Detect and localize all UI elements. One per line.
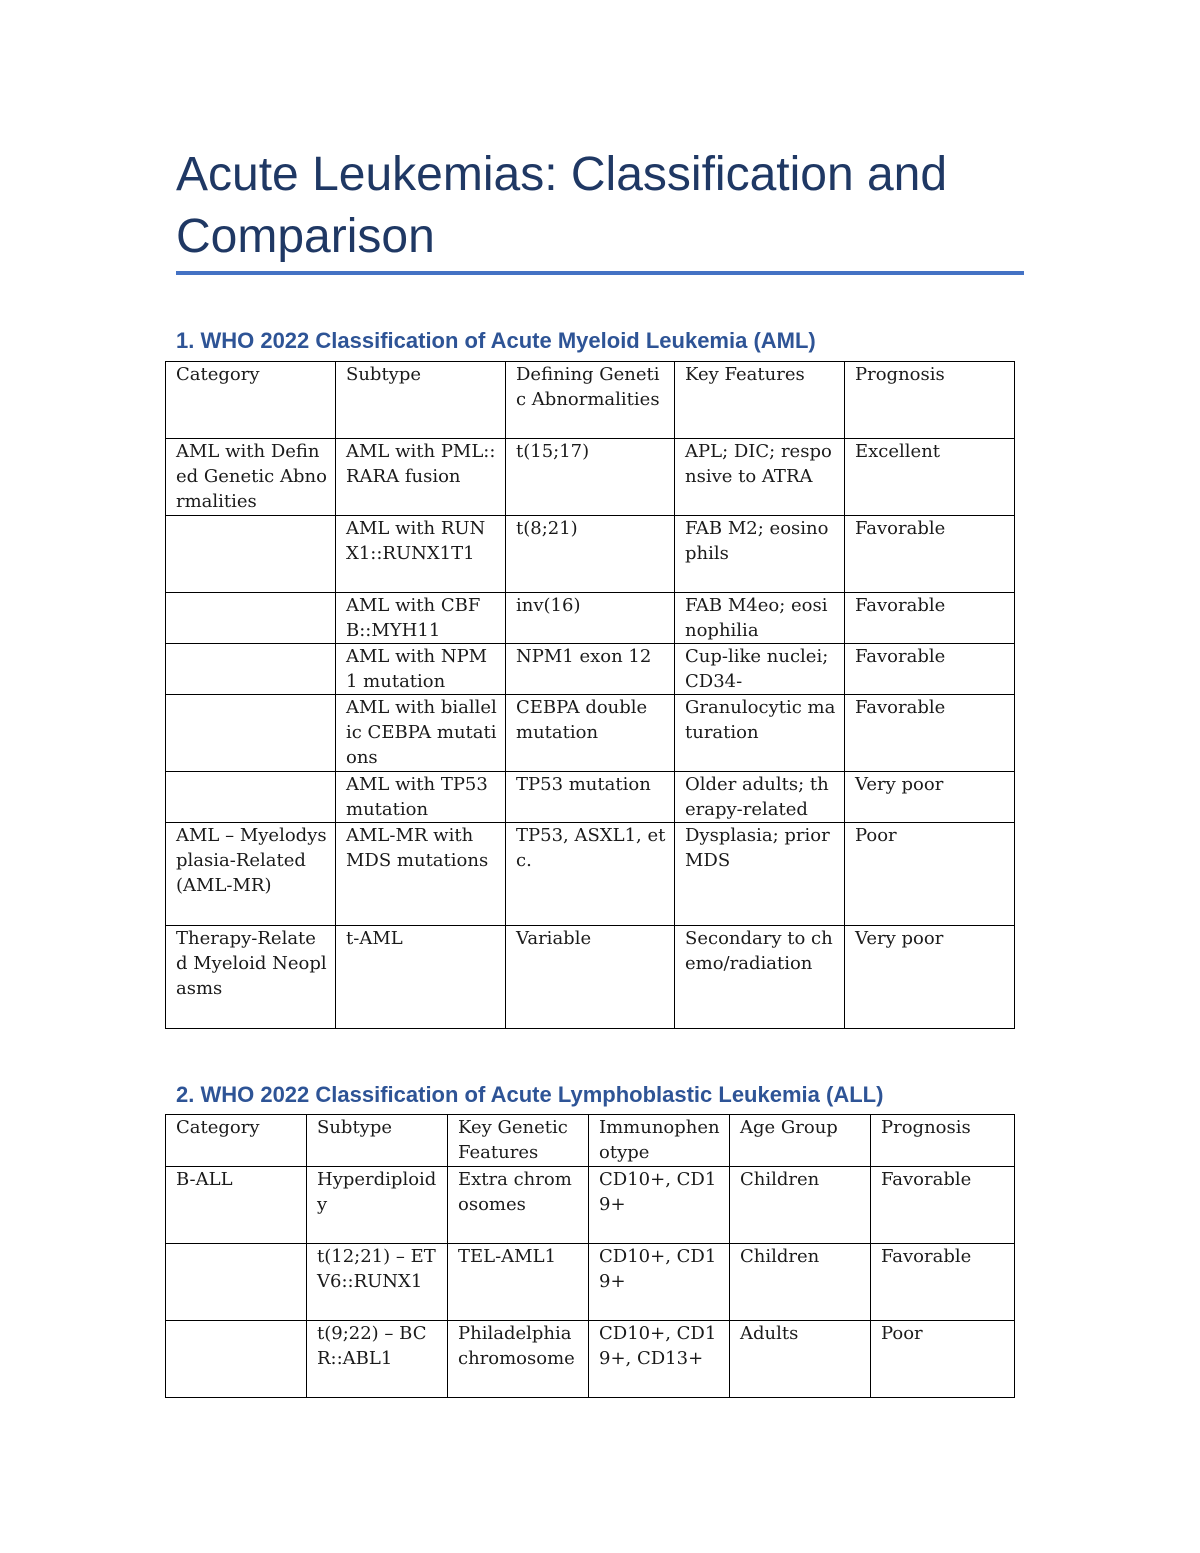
table-cell: inv(16) [506, 593, 675, 644]
table-cell [166, 1244, 307, 1321]
table-cell: CD10+, CD19+ [589, 1167, 730, 1244]
table-row [166, 823, 1015, 926]
table-cell: AML with CBFB::MYH11 [336, 593, 506, 644]
table-row [166, 772, 1015, 823]
table-cell: Dysplasia; prior MDS [675, 823, 845, 926]
table-row [166, 1321, 1015, 1398]
table-cell [166, 516, 336, 593]
table-cell: Children [730, 1244, 871, 1321]
table-cell [166, 772, 336, 823]
table-cell: NPM1 exon 12 [506, 644, 675, 695]
header-cell: Key Genetic Features [448, 1115, 589, 1167]
table-cell: Hyperdiploidy [307, 1167, 448, 1244]
header-cell: Key Features [675, 362, 845, 439]
table-cell: FAB M2; eosinophils [675, 516, 845, 593]
table-cell: CD10+, CD19+ [589, 1244, 730, 1321]
all-section-heading: 2. WHO 2022 Classification of Acute Lymphoblastic Leukemia (ALL) [176, 1082, 884, 1107]
header-cell: Prognosis [871, 1115, 1015, 1167]
table-header-row [166, 362, 1015, 439]
table-cell: Philadelphia chromosome [448, 1321, 589, 1398]
table-cell: Favorable [845, 593, 1015, 644]
header-cell: Category [166, 1115, 307, 1167]
table-cell: AML with PML::RARA fusion [336, 439, 506, 516]
table-cell: Favorable [871, 1244, 1015, 1321]
header-cell: Subtype [307, 1115, 448, 1167]
table-cell: AML – Myelodysplasia-Related (AML-MR) [166, 823, 336, 926]
aml-section-heading: 1. WHO 2022 Classification of Acute Myeloid Leukemia (AML) [176, 328, 816, 353]
header-cell: Category [166, 362, 336, 439]
header-cell: Subtype [336, 362, 506, 439]
table-cell: Variable [506, 926, 675, 1029]
table-cell: Poor [871, 1321, 1015, 1398]
all-classification-table [165, 1114, 1015, 1398]
table-header-row [166, 1115, 1015, 1167]
table-cell: TP53 mutation [506, 772, 675, 823]
table-cell: AML with NPM1 mutation [336, 644, 506, 695]
page-title: Acute Leukemias: Classification and Comparison [176, 148, 948, 263]
title-underline [176, 271, 1024, 275]
table-row [166, 593, 1015, 644]
table-row [166, 1167, 1015, 1244]
table-cell: B-ALL [166, 1167, 307, 1244]
header-cell: Defining Genetic Abnormalities [506, 362, 675, 439]
table-row [166, 695, 1015, 772]
table-cell [166, 644, 336, 695]
table-cell: Favorable [845, 695, 1015, 772]
table-row [166, 516, 1015, 593]
table-cell: Favorable [845, 516, 1015, 593]
table-cell: t(8;21) [506, 516, 675, 593]
table-cell [166, 593, 336, 644]
table-cell: TP53, ASXL1, etc. [506, 823, 675, 926]
header-cell: Immunophenotype [589, 1115, 730, 1167]
table-cell: Older adults; therapy-related [675, 772, 845, 823]
table-cell: Favorable [845, 644, 1015, 695]
table-cell: Secondary to chemo/radiation [675, 926, 845, 1029]
header-cell: Prognosis [845, 362, 1015, 439]
table-cell: t-AML [336, 926, 506, 1029]
table-cell: Granulocytic maturation [675, 695, 845, 772]
table-cell: Cup-like nuclei; CD34- [675, 644, 845, 695]
table-cell [166, 695, 336, 772]
table-cell: t(12;21) – ETV6::RUNX1 [307, 1244, 448, 1321]
table-cell: CD10+, CD19+, CD13+ [589, 1321, 730, 1398]
table-cell: Therapy-Related Myeloid Neoplasms [166, 926, 336, 1029]
table-cell: AML with Defined Genetic Abnormalities [166, 439, 336, 516]
table-cell: FAB M4eo; eosinophilia [675, 593, 845, 644]
table-cell: Very poor [845, 926, 1015, 1029]
table-row [166, 439, 1015, 516]
table-cell: Adults [730, 1321, 871, 1398]
table-cell: APL; DIC; responsive to ATRA [675, 439, 845, 516]
table-cell: Poor [845, 823, 1015, 926]
table-row [166, 926, 1015, 1029]
table-cell: TEL-AML1 [448, 1244, 589, 1321]
table-cell: Children [730, 1167, 871, 1244]
table-cell: AML-MR with MDS mutations [336, 823, 506, 926]
table-cell: Excellent [845, 439, 1015, 516]
table-cell: Favorable [871, 1167, 1015, 1244]
table-cell: t(9;22) – BCR::ABL1 [307, 1321, 448, 1398]
table-cell: AML with TP53 mutation [336, 772, 506, 823]
table-cell: AML with biallelic CEBPA mutations [336, 695, 506, 772]
aml-classification-table [165, 361, 1015, 1029]
table-row [166, 644, 1015, 695]
table-cell [166, 1321, 307, 1398]
table-cell: Extra chromosomes [448, 1167, 589, 1244]
table-cell: t(15;17) [506, 439, 675, 516]
table-cell: AML with RUNX1::RUNX1T1 [336, 516, 506, 593]
table-cell: Very poor [845, 772, 1015, 823]
header-cell: Age Group [730, 1115, 871, 1167]
table-row [166, 1244, 1015, 1321]
table-cell: CEBPA double mutation [506, 695, 675, 772]
